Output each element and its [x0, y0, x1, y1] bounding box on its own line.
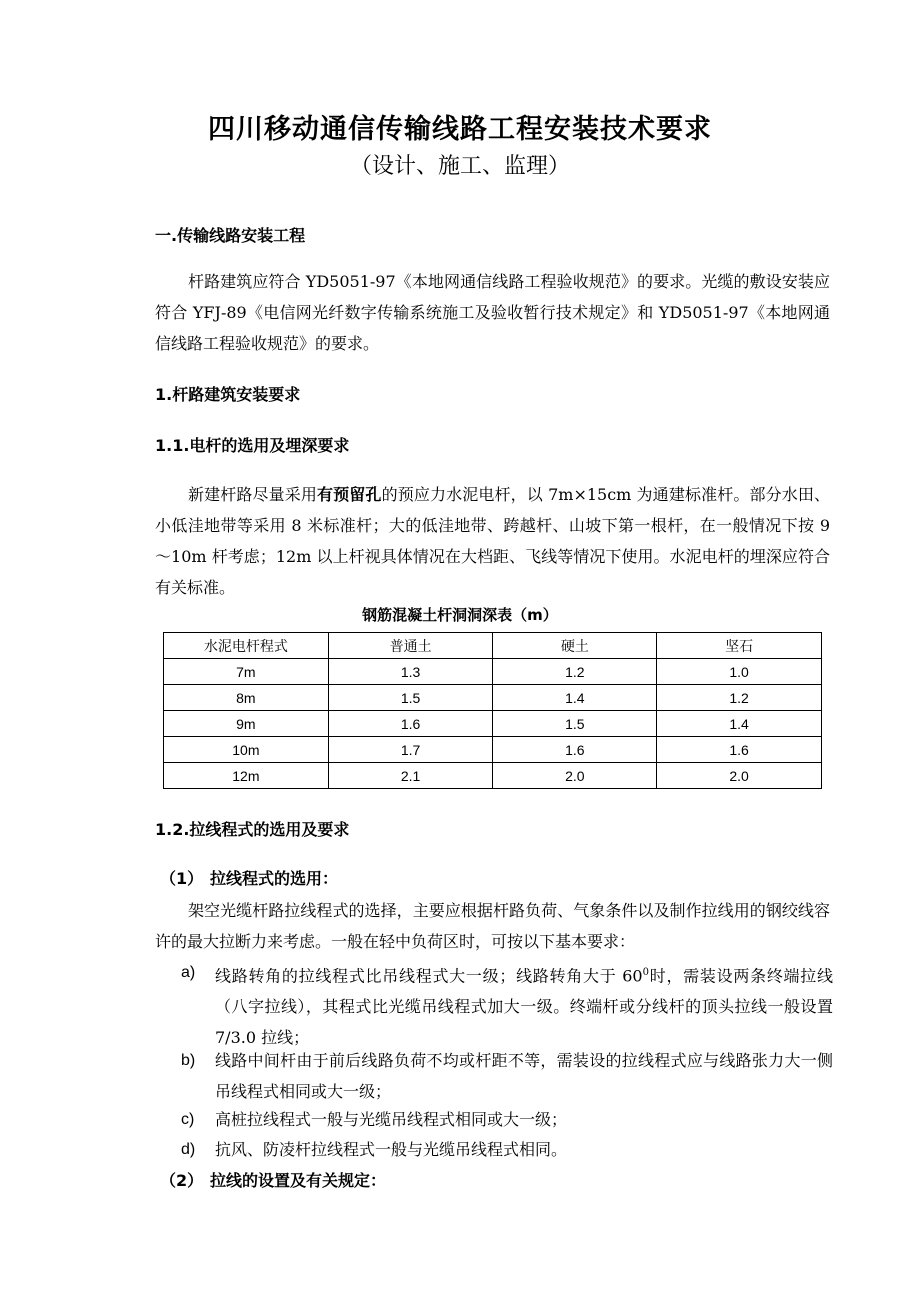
table-cell: 1.2	[657, 685, 822, 711]
document-title: 四川移动通信传输线路工程安装技术要求	[208, 114, 712, 145]
para-text-pre: 新建杆路尽量采用	[188, 485, 318, 504]
list-item-text: 线路中间杆由于前后线路负荷不均或杆距不等，需装设的拉线程式应与线路张力大一侧吊线程式相同或大一级；	[215, 1051, 833, 1101]
list-item	[181, 1134, 833, 1165]
table-cell: 1.7	[328, 737, 493, 763]
list-item-text: 抗风、防凌杆拉线程式一般与光缆吊线程式相同。	[215, 1140, 568, 1159]
table-header-cell: 硬土	[493, 633, 657, 659]
table-cell: 1.0	[657, 659, 822, 685]
table-header-cell: 水泥电杆程式	[164, 633, 329, 659]
para-text-post: 的预应力水泥电杆，以 7m×15cm 为通建标准杆。部分水田、小低洼地带等采用 8 米标准杆；大的低洼地带、跨越杆、山坡下第一根杆，在一般情况下按 9～10m 杆考虑；12m 以上杆视具体情况在大档距、飞线等情况下使用。水泥电杆的埋深应符合有关标准。	[155, 485, 830, 597]
table-cell: 2.0	[657, 763, 822, 789]
subsection-title: 拉线的设置及有关规定：	[210, 1171, 387, 1190]
table-cell: 1.6	[493, 737, 657, 763]
section-heading-1-2: 1.2.拉线程式的选用及要求	[155, 820, 350, 839]
table-cell: 7m	[164, 659, 329, 685]
table-header-row	[164, 633, 822, 659]
table-header-cell: 坚石	[657, 633, 822, 659]
table-cell: 1.5	[493, 711, 657, 737]
table-row	[164, 659, 822, 685]
para-text-bold: 有预留孔	[317, 485, 382, 504]
document-subtitle: （设计、施工、监理）	[349, 154, 570, 179]
table-cell: 1.5	[328, 685, 493, 711]
list-item	[181, 957, 833, 1053]
table-row	[164, 711, 822, 737]
section-1-intro: 杆路建筑应符合 YD5051-97《本地网通信线路工程验收规范》的要求。光缆的敷设安装应符合 YFJ-89《电信网光纤数字传输系统施工及验收暂行技术规定》和 YD5051-97《本地网通信线路工程验收规范》的要求。	[155, 272, 830, 353]
table-cell: 2.0	[493, 763, 657, 789]
subsection-number: （1）	[160, 869, 204, 888]
table-cell: 1.6	[328, 711, 493, 737]
table-caption: 钢筋混凝土杆洞洞深表（m）	[362, 606, 558, 624]
list-item	[181, 1045, 833, 1107]
table-cell: 2.1	[328, 763, 493, 789]
list-item-label: a)	[181, 964, 196, 981]
table-cell: 1.3	[328, 659, 493, 685]
list-item	[181, 1104, 833, 1135]
list-item-label: c)	[181, 1111, 195, 1128]
list-item-text: 线路转角的拉线程式比吊线程式大一级；线路转角大于 $60^0$时，需装设两条终端拉线（八字拉线），其程式比光缆吊线程式加大一级。终端杆或分线杆的顶头拉线一般设置 7/3.0 拉线；	[215, 966, 833, 1048]
table-row	[164, 685, 822, 711]
table-cell: 1.4	[657, 711, 822, 737]
table-cell: 1.4	[493, 685, 657, 711]
table-cell: 8m	[164, 685, 329, 711]
subsection-2	[160, 1169, 386, 1193]
section-heading-1-1-1: 1.1.电杆的选用及埋深要求	[155, 436, 350, 455]
subsection-number: （2）	[160, 1171, 204, 1190]
table-cell: 9m	[164, 711, 329, 737]
table-cell: 1.6	[657, 737, 822, 763]
list-item-label: d)	[181, 1141, 196, 1158]
subsection-title: 拉线程式的选用：	[210, 869, 339, 888]
section-heading-1: 一.传输线路安装工程	[155, 226, 306, 245]
table-cell: 12m	[164, 763, 329, 789]
section-heading-1-1: 1.杆路建筑安装要求	[155, 385, 301, 404]
table-row	[164, 763, 822, 789]
list-item-label: b)	[181, 1052, 196, 1069]
list-item-text: 高桩拉线程式一般与光缆吊线程式相同或大一级；	[215, 1110, 568, 1129]
section-1-1-1-paragraph	[155, 479, 830, 603]
table-cell: 10m	[164, 737, 329, 763]
subsection-1	[160, 867, 338, 891]
pole-depth-table	[163, 632, 822, 789]
section-1-2-paragraph: 架空光缆杆路拉线程式的选择，主要应根据杆路负荷、气象条件以及制作拉线用的钢绞线容许的最大拉断力来考虑。一般在轻中负荷区时，可按以下基本要求：	[155, 901, 830, 951]
table-header-cell: 普通土	[328, 633, 493, 659]
table-cell: 1.2	[493, 659, 657, 685]
table-row	[164, 737, 822, 763]
